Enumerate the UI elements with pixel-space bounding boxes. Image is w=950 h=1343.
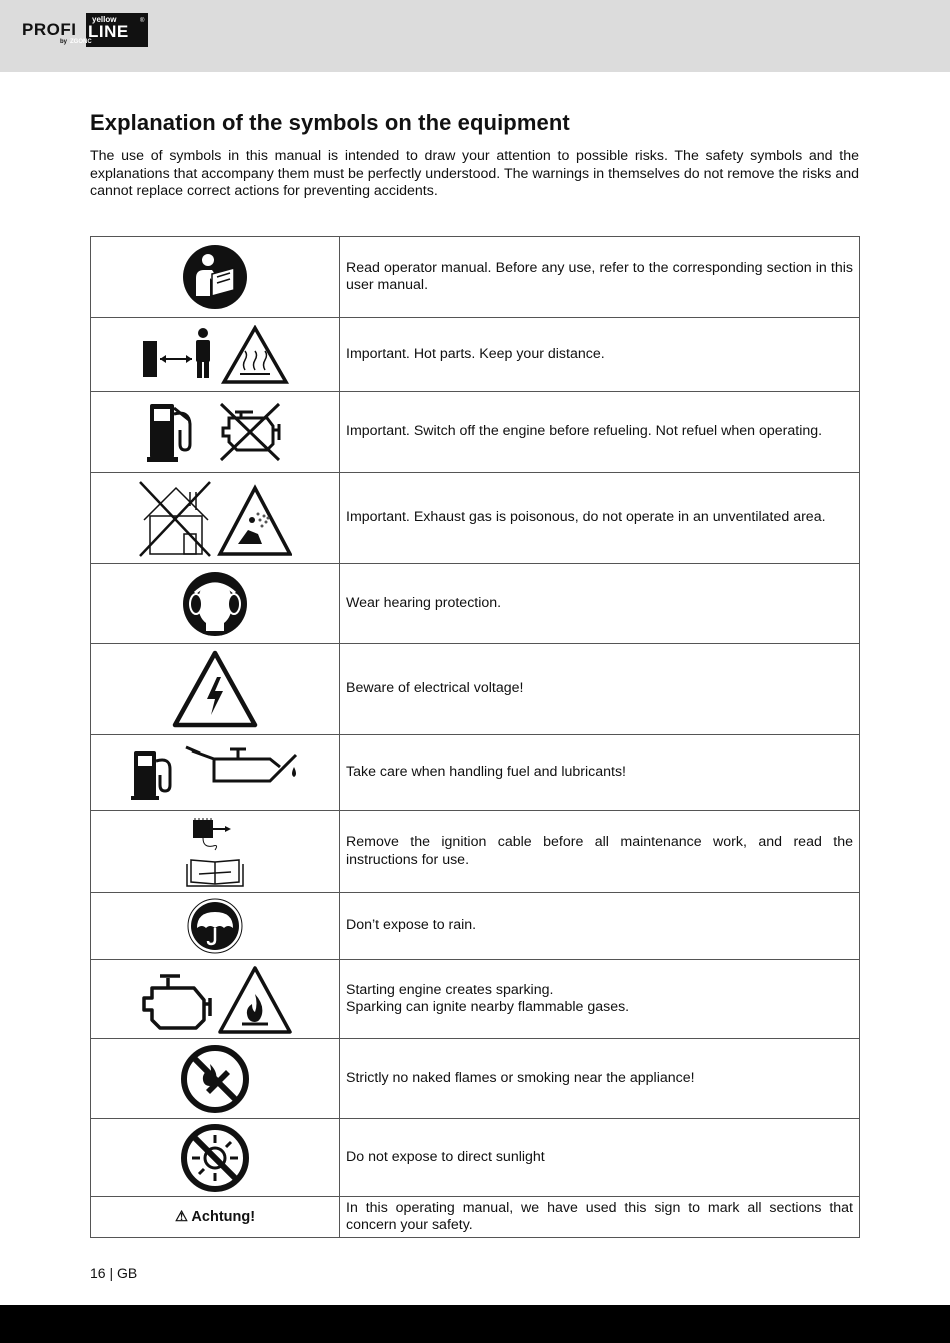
page-number: 16 | GB xyxy=(90,1265,138,1281)
icon-cell xyxy=(91,473,340,564)
achtung-label: ⚠ Achtung! xyxy=(91,1197,340,1238)
refuel-engine-off-icon xyxy=(145,400,285,464)
table-row xyxy=(91,644,860,735)
icon-cell xyxy=(91,960,340,1039)
read-manual-icon xyxy=(182,244,248,310)
table-row xyxy=(91,1119,860,1197)
symbol-description: Read operator manual. Before any use, refer to the corresponding section in this user manual. xyxy=(340,237,860,318)
icon-cell xyxy=(91,811,340,893)
table-row xyxy=(91,735,860,811)
svg-text:by: by xyxy=(60,39,68,45)
footer-bar xyxy=(0,1305,950,1343)
symbol-description: Do not expose to direct sunlight xyxy=(340,1119,860,1197)
page-header xyxy=(0,0,950,72)
icon-cell xyxy=(91,1119,340,1197)
icon-cell xyxy=(91,893,340,960)
hot-parts-distance-icon xyxy=(139,325,291,385)
table-row xyxy=(91,564,860,644)
svg-text:yellow: yellow xyxy=(92,15,117,24)
table-row xyxy=(91,1197,860,1238)
page-title: Explanation of the symbols on the equipment xyxy=(90,110,570,135)
symbol-description: Wear hearing protection. xyxy=(340,564,860,644)
svg-text:PROFI: PROFI xyxy=(22,20,77,39)
table-row xyxy=(91,811,860,893)
icon-cell xyxy=(91,644,340,735)
exhaust-poison-icon xyxy=(138,478,292,558)
symbol-description: Strictly no naked flames or smoking near the appliance! xyxy=(340,1039,860,1119)
electrical-voltage-icon xyxy=(171,649,259,729)
symbol-description: Don’t expose to rain. xyxy=(340,893,860,960)
fuel-lubricant-icon xyxy=(130,741,300,805)
ignition-cable-manual-icon xyxy=(185,816,245,888)
engine-spark-flammable-icon xyxy=(138,964,292,1034)
achtung-description: In this operating manual, we have used this sign to mark all sections that concern your safety. xyxy=(340,1197,860,1238)
symbol-description: Important. Switch off the engine before refueling. Not refuel when operating. xyxy=(340,392,860,473)
svg-text:®: ® xyxy=(140,18,145,24)
symbols-table xyxy=(90,236,860,1238)
symbol-description: Important. Hot parts. Keep your distance. xyxy=(340,318,860,392)
svg-text:ZGONC: ZGONC xyxy=(70,39,92,45)
table-row xyxy=(91,473,860,564)
icon-cell xyxy=(91,735,340,811)
table-row xyxy=(91,318,860,392)
symbol-description: Take care when handling fuel and lubricants! xyxy=(340,735,860,811)
no-rain-icon xyxy=(187,898,243,954)
symbol-description: Remove the ignition cable before all maintenance work, and read the instructions for use. xyxy=(340,811,860,893)
icon-cell xyxy=(91,392,340,473)
symbol-description: Important. Exhaust gas is poisonous, do not operate in an unventilated area. xyxy=(340,473,860,564)
table-row xyxy=(91,960,860,1039)
icon-cell xyxy=(91,1039,340,1119)
symbol-description: Beware of electrical voltage! xyxy=(340,644,860,735)
hearing-protection-icon xyxy=(182,571,248,637)
intro-paragraph: The use of symbols in this manual is intended to draw your attention to possible risks. The safety symbols and the explanations that accompany them must be perfectly understood. The warnings in themselves do not remove the risks and cannot replace correct actions for preventing accidents. xyxy=(90,148,859,199)
icon-cell xyxy=(91,318,340,392)
table-row xyxy=(91,237,860,318)
svg-text:LINE: LINE xyxy=(88,22,129,41)
symbol-description: Starting engine creates sparking. Sparking can ignite nearby flammable gases. xyxy=(340,960,860,1039)
profiline-logo xyxy=(20,13,148,47)
icon-cell xyxy=(91,564,340,644)
table-row xyxy=(91,392,860,473)
table-row xyxy=(91,893,860,960)
table-row xyxy=(91,1039,860,1119)
no-flames-smoking-icon xyxy=(180,1044,250,1114)
icon-cell xyxy=(91,237,340,318)
no-sunlight-icon xyxy=(180,1123,250,1193)
